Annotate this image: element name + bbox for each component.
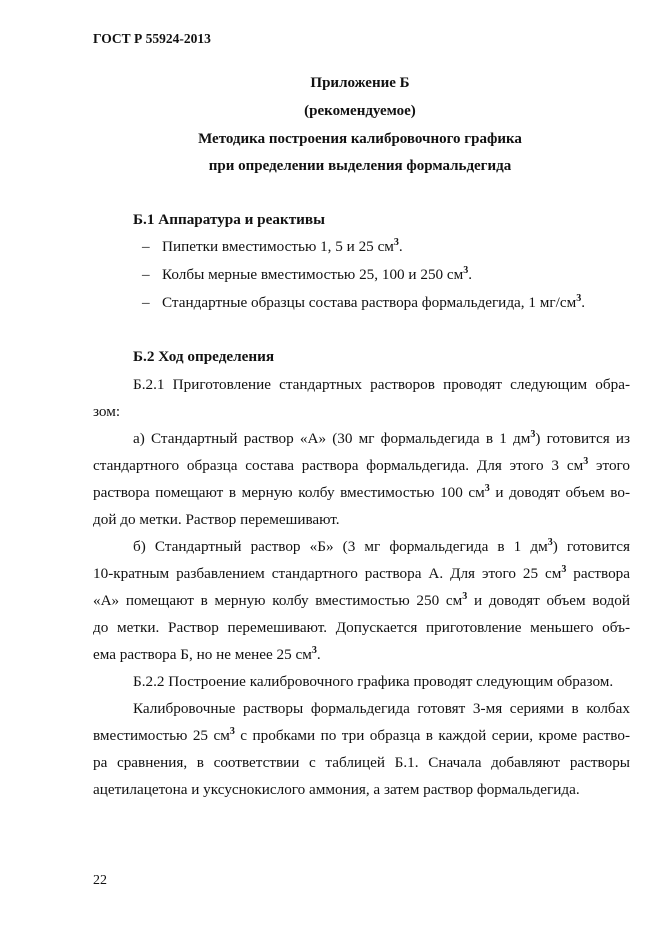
text-run: а) Стандартный раствор «А» (30 мг формальдегида в 1 дм: [133, 430, 531, 447]
text-run: ) готовится из: [535, 430, 631, 447]
appendix-type: (рекомендуемое): [304, 103, 416, 119]
list-item-tail: .: [398, 238, 403, 255]
paragraph-a-line: [93, 456, 630, 476]
list-item-text: Стандартные образцы состава раствора формальдегида, 1 мг/см: [162, 294, 577, 311]
text-run: и доводят объем во-: [489, 484, 631, 501]
list-item: [142, 293, 632, 313]
appendix-heading-line-2: при определении выделения формальдегида: [208, 158, 512, 174]
superscript: 3: [229, 726, 235, 737]
superscript: 3: [393, 237, 399, 248]
paragraph-calibration-line: Калибровочные растворы формальдегида готовят 3-мя сериями в колбах: [133, 700, 630, 717]
superscript: 3: [547, 537, 553, 548]
paragraph-b22-line: Б.2.2 Построение калибровочного графика проводят следующим образом.: [133, 673, 614, 690]
paragraph-b-line: до метки. Раствор перемешивают. Допускается приготовление меньшего объ-: [93, 619, 630, 636]
list-item-tail: .: [581, 294, 585, 311]
text-run: раствора: [566, 565, 631, 582]
list-item-tail: .: [468, 266, 473, 283]
list-item-text: Пипетки вместимостью 1, 5 и 25 см: [162, 238, 394, 255]
paragraph-b-line: [93, 564, 630, 584]
text-run: ) готовится: [552, 538, 630, 555]
paragraph-a-line: дой до метки. Раствор перемешивают.: [93, 511, 340, 528]
paragraph-calibration-line: ра сравнения, в соответствии с таблицей Б.1. Сначала добавляют растворы: [93, 754, 630, 771]
document-header: ГОСТ Р 55924-2013: [93, 31, 211, 46]
text-run: .: [316, 646, 321, 663]
text-run: 10-кратным разбавлением стандартного раствора А. Для этого 25 см: [93, 565, 562, 582]
superscript: 3: [463, 265, 469, 276]
superscript: 3: [583, 456, 589, 467]
superscript: 3: [311, 645, 317, 656]
superscript: 3: [462, 591, 468, 602]
appendix-title: Приложение Б: [310, 75, 410, 91]
paragraph-b-line: [93, 645, 630, 665]
list-item: [142, 265, 632, 285]
paragraph-a-line: [93, 483, 630, 503]
superscript: 3: [484, 483, 490, 494]
text-run: и доводят объем водой: [467, 592, 630, 609]
superscript: 3: [530, 429, 536, 440]
text-run: б) Стандартный раствор «Б» (3 мг формальдегида в 1 дм: [133, 538, 548, 555]
text-run: ема раствора Б, но не менее 25 см: [93, 646, 312, 663]
text-run: с пробками по три образца в каждой серии, кроме раство-: [234, 727, 631, 744]
paragraph-calibration-line: ацетилацетона и уксуснокислого аммония, а затем раствор формальдегида.: [93, 781, 580, 798]
paragraph-b-line: [133, 537, 630, 557]
appendix-heading-line-1: Методика построения калибровочного графика: [198, 131, 522, 147]
paragraph-b21-line: зом:: [93, 403, 121, 420]
text-run: «А» помещают в мерную колбу вместимостью 250 см: [93, 592, 463, 609]
text-run: стандартного образца состава раствора формальдегида. Для этого 3 см: [93, 457, 584, 474]
section-b2-heading: Б.2 Ход определения: [133, 348, 275, 365]
section-b1-heading: Б.1 Аппаратура и реактивы: [133, 211, 325, 228]
list-item-text: Колбы мерные вместимостью 25, 100 и 250 см: [162, 266, 464, 283]
text-run: этого: [588, 457, 630, 474]
list-item: [142, 237, 632, 257]
bullet-dash: –: [142, 294, 150, 311]
paragraph-calibration-line: [93, 726, 630, 746]
paragraph-b21-line: Б.2.1 Приготовление стандартных растворов проводят следующим обра-: [133, 376, 630, 393]
text-run: вместимостью 25 см: [93, 727, 230, 744]
paragraph-a-line: [133, 429, 630, 449]
paragraph-b-line: [93, 591, 630, 611]
text-run: раствора помещают в мерную колбу вместимостью 100 см: [93, 484, 485, 501]
bullet-dash: –: [142, 238, 150, 255]
page-number: 22: [93, 873, 107, 888]
superscript: 3: [576, 293, 582, 304]
bullet-dash: –: [142, 266, 150, 283]
superscript: 3: [561, 564, 567, 575]
